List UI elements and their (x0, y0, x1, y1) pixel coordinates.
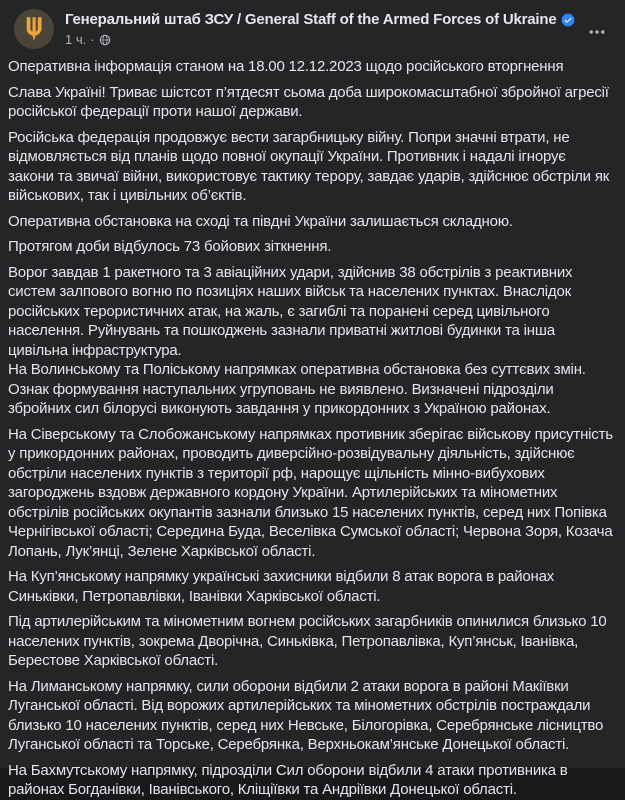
post-meta (65, 32, 575, 47)
post-paragraph: На Лиманському напрямку, сили оборони відбили 2 атаки ворога в районі Макіївки Луганської області. Від ворожих артилерійських та мінометних обстрілів постраждали близько 10 населених пунктів, серед них Невське, Білогорівка, Серебрянське лісництво Луганської області та Торське, Серебрянка, Верхньокам’янське Донецької області. (8, 677, 604, 753)
page-name-link[interactable]: Генеральний штаб ЗСУ / General Staff of the Armed Forces of Ukraine (65, 11, 557, 28)
globe-privacy-icon (99, 34, 111, 46)
post-paragraph: На Бахмутському напрямку, підрозділи Сил оборони відбили 4 атаки противника в районах Богданівки, Іванівського, Кліщіївки та Андріївки Донецької області. (8, 761, 568, 798)
post-paragraph: На Волинському та Поліському напрямках оперативна обстановка без суттєвих змін. Ознак формування наступальних угруповань не виявлено. Визначені підрозділи збройних сил білорусі виконують завдання у прикордонних з Україною районах. (8, 361, 586, 417)
post-paragraph: Слава Україні! Триває шістсот п’ятдесят сьома доба широкомасштабної збройної агресії російської федерації проти нашої держави. (8, 83, 609, 120)
meta-separator: · (90, 32, 95, 47)
post-paragraph: На Сіверському та Слобожанському напрямках противник зберігає військову присутність у прикордонних районах, проводить диверсійно-розвідувальну діяльність, здійснює обстріли населених пунктів з території рф, нарощує щільність мінно-вибухових загороджень вздовж державного кордону України. Артилерійських та мінометних обстрілів російських окупантів зазнали близько 15 населених пунктів, серед них Попівка Чернігівської області; Середина Буда, Веселівка Сумської області; Червона Зоря, Козача Лопань, Лук’янці, Зелене Харківської області. (8, 425, 613, 560)
post-paragraph: Під артилерійським та мінометним вогнем російських загарбників опинилися близько 10 населених пунктів, зокрема Дворічна, Синьківка, Петропавлівка, Куп’янськ, Іванівка, Берестове Харківської області. (8, 613, 607, 669)
post-paragraph: Оперативна обстановка на сході та півдні України залишається складною. (8, 212, 513, 230)
three-dots-icon (587, 22, 607, 42)
post-body (0, 53, 625, 800)
post-paragraph: Ворог завдав 1 ракетного та 3 авіаційних удари, здійснив 38 обстрілів з реактивних систем залпового вогню по позиціях наших військ та населених пунктах. Внаслідок російських терористичних атак, на жаль, є загиблі та поранені серед цивільного населення. Руйнувань та пошкоджень зазнали приватні житлові будинки та інша цивільна інфраструктура. (8, 263, 573, 359)
timestamp-link[interactable]: 1 ч. (65, 32, 87, 47)
post-paragraph: Протягом доби відбулось 73 бойових зіткнення. (8, 238, 332, 255)
verified-badge-icon (561, 13, 575, 27)
post-header (0, 0, 625, 53)
post-paragraph: На Куп’янському напрямку українські захисники відбили 8 атак ворога в районах Синьківки, Петропавлівки, Іванівки Харківської області. (8, 568, 555, 605)
post-paragraph: Оперативна інформація станом на 18.00 12.12.2023 щодо російського вторгнення (8, 58, 564, 75)
post-menu-button[interactable] (581, 16, 613, 48)
header-info (65, 9, 575, 47)
trident-emblem-icon (23, 16, 45, 42)
page-name-row (65, 11, 575, 28)
page-avatar[interactable] (14, 9, 54, 49)
post-paragraph: Російська федерація продовжує вести загарбницьку війну. Попри значні втрати, не відмовляється від планів щодо повної окупації України. Противник і надалі ігнорує закони та звичаї війни, використовує тактику терору, завдає ударів, здійснює обстріли як військових, так і цивільних об’єктів. (8, 128, 610, 204)
